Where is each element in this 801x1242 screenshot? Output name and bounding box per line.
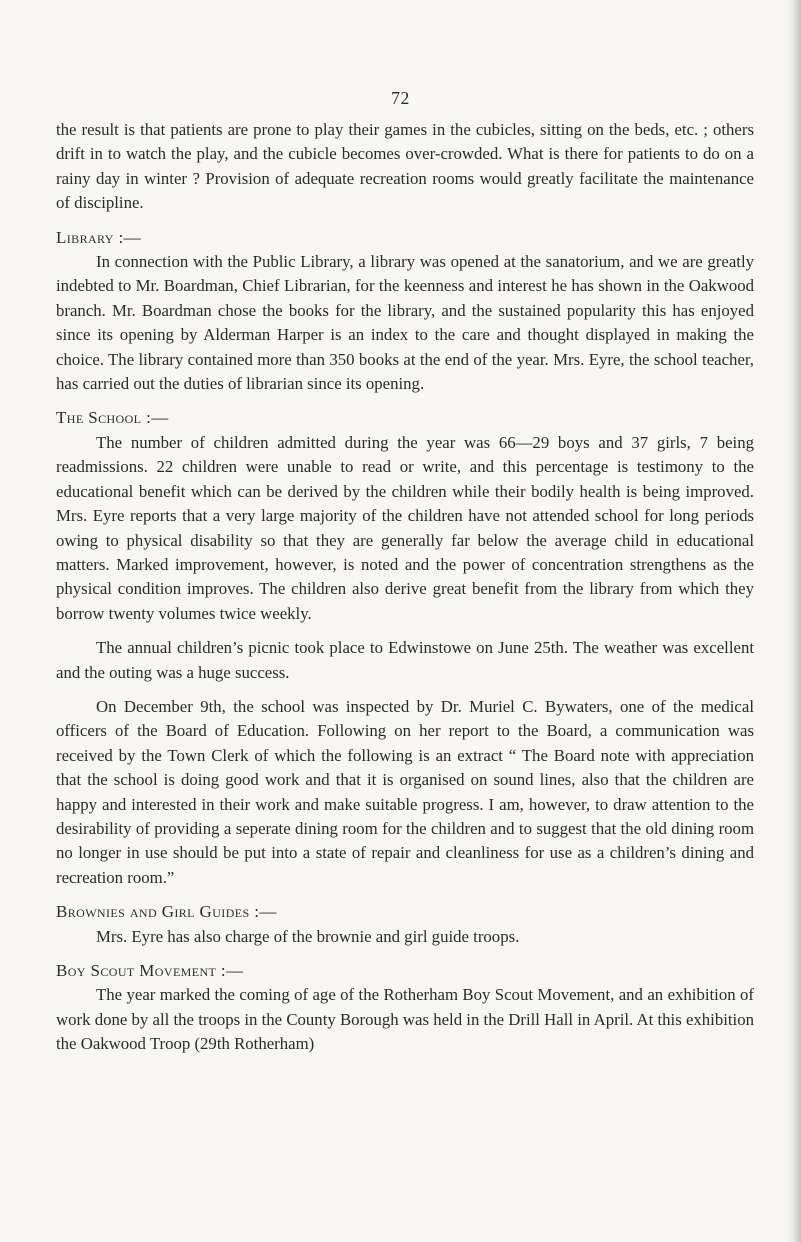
intro-paragraph: the result is that patients are prone to play their games in the cubicles, sitting on the beds, etc. ; others drift in to watch the play, and the cubicle becomes over-crowded. What is there for patients to do on a rainy day in winter ? Provision of adequate recreation rooms would greatly facilitate the maintenance of discipline. (56, 120, 754, 213)
brownies-heading: Brownies and Girl Guides :— (56, 902, 277, 922)
page-edge-shadow (787, 0, 801, 1242)
page-body (56, 118, 754, 1057)
library-heading: Library :— (56, 227, 142, 247)
boy-scouts-heading: Boy Scout Movement :— (56, 961, 244, 980)
school-heading: The School :— (56, 408, 169, 428)
school-paragraph-3: On December 9th, the school was inspected by Dr. Muriel C. Bywaters, one of the medical officers of the Board of Education. Following on her report to the Board, a communication was received by the Town Clerk of which the following is an extract “ The Board note with appreciation that the school is doing good work and that it is organised on sound lines, also that the children are happy and interested in their work and make suitable progress. I am, however, to draw attention to the desirability of providing a seperate dining room for the children and to suggest that the old dining room no longer in use should be put into a state of repair and cleanliness for use as a children’s dining and recreation room.” (56, 696, 754, 887)
brownies-paragraph: Mrs. Eyre has also charge of the brownie and girl guide troops. (96, 926, 520, 946)
boy-scouts-paragraph: The year marked the coming of age of the Rotherham Boy Scout Movement, and an exhibition of work done by all the troops in the County Borough was held in the Drill Hall in April. At this exhibition the Oakwood Troop (29th Rotherham) (56, 985, 754, 1054)
library-paragraph: In connection with the Public Library, a library was opened at the sanatorium, and we are greatly indebted to Mr. Boardman, Chief Librarian, for the keenness and interest he has shown in the Oakwood branch. Mr. Boardman chose the books for the library, and the sustained popularity this has enjoyed since its opening by Alderman Harper is an index to the care and thought displayed in making the choice. The library contained more than 350 books at the end of the year. Mrs. Eyre, the school teacher, has carried out the duties of librarian since its opening. (56, 252, 754, 394)
school-paragraph-2: The annual children’s picnic took place to Edwinstowe on June 25th. The weather was excellent and the outing was a huge success. (56, 638, 754, 682)
page-number: 72 (391, 88, 410, 108)
school-paragraph-1: The number of children admitted during the year was 66—29 boys and 37 girls, 7 being readmissions. 22 children were unable to read or write, and this percentage is testimony to the educational benefit which can be derived by the children while their bodily health is being improved. Mrs. Eyre reports that a very large majority of the children have not attended school for long periods owing to physical disability so that they are generally far below the average child in educational matters. Marked improvement, however, is noted and the power of concentration strengthens as the physical condition improves. The children also derive great benefit from the library from which they borrow twenty volumes twice weekly. (56, 432, 754, 623)
